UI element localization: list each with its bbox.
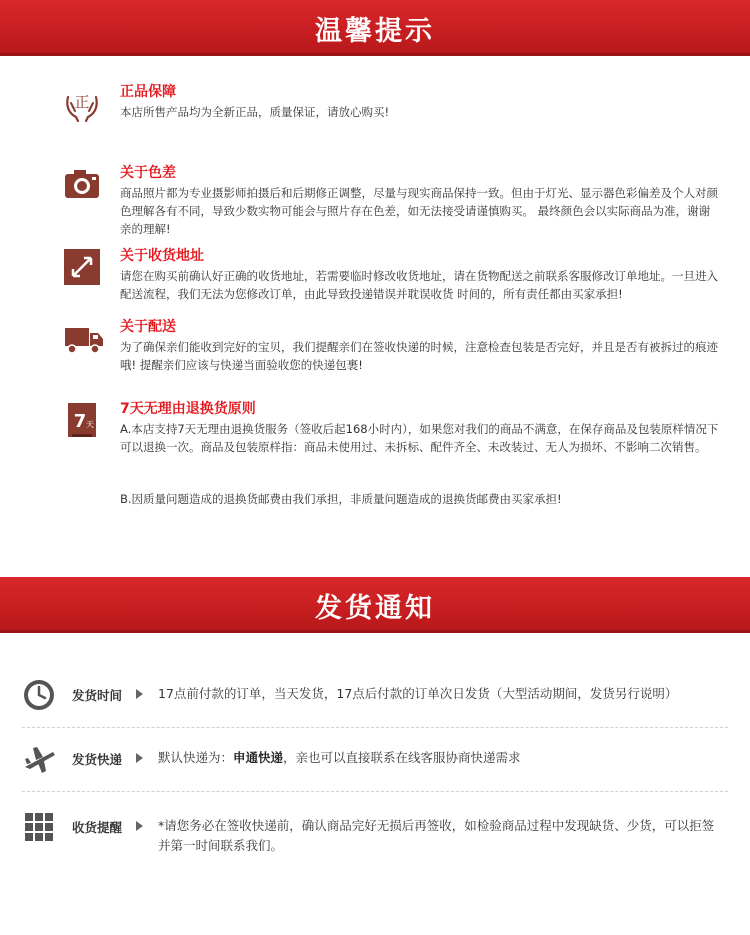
courier-name: 申通快递: [233, 750, 284, 765]
tip-body-2: B.因质量问题造成的退换货邮费由我们承担，非质量问题造成的退换货邮费由买家承担!: [120, 492, 562, 506]
camera-icon: [62, 164, 102, 204]
tip-heading: 正品保障: [120, 84, 176, 100]
delivery-truck-icon: [62, 318, 106, 358]
hands-genuine-icon: [62, 83, 102, 123]
tip-heading: 关于色差: [120, 165, 176, 181]
banner-title: 发货通知: [315, 592, 435, 624]
notice-label: 发货快递: [72, 752, 123, 767]
tip-7day-return: [62, 398, 722, 508]
divider: [22, 791, 728, 792]
arrow-right-icon: [136, 753, 143, 763]
banner-stripe: [0, 630, 750, 633]
tip-body: 商品照片都为专业摄影师拍摄后和后期修正调整，尽量与现实商品保持一致。但由于灯光、显示器色彩偏差及个人对颜色理解各有不同，导致少数实物可能会与照片存在色差，如无法接受请谨慎购买。 最终颜色会以实际商品为准，谢谢亲的理解!: [120, 186, 718, 236]
tip-icon-number: 7: [73, 411, 87, 432]
warm-tips-banner: [0, 0, 750, 56]
notice-label: 收货提醒: [72, 820, 123, 835]
airplane-icon: [22, 742, 56, 776]
tip-heading: 7天无理由退换货原则: [120, 401, 256, 417]
tip-body: 请您在购买前确认好正确的收货地址，若需要临时修改收货地址，请在货物配送之前联系客服修改订单地址。一旦进入配送流程，我们无法为您修改订单，由此导致投递错误并耽误收货 时间的，所有责任都由买家承担!: [120, 269, 718, 301]
tip-icon-char: 正: [74, 93, 90, 111]
tip-color-difference: [62, 162, 722, 234]
divider: [22, 727, 728, 728]
notice-label: 发货时间: [72, 688, 123, 703]
tip-body: A.本店支持7天无理由退换货服务（签收后起168小时内），如果您对我们的商品不满意，在保存商品及包装原样情况下可以退换一次。商品及包装原样指：商品未使用过、未拆标、配件齐全、未改装过、无人为损坏、不影响二次销售。: [120, 422, 719, 454]
tip-icon-day: 天: [86, 420, 94, 429]
tip-heading: 关于收货地址: [120, 248, 204, 264]
tip-heading: 关于配送: [120, 319, 176, 335]
notice-text: 17点前付款的订单，当天发货，17点后付款的订单次日发货（大型活动期间，发货另行说明）: [158, 686, 678, 701]
tip-address: [62, 245, 722, 305]
tip-body: 本店所售产品均为全新正品，质量保证，请放心购买!: [120, 105, 390, 119]
notice-text-post: ，亲也可以直接联系在线客服协商快递需求: [283, 750, 521, 765]
clock-icon: [22, 678, 56, 712]
shipping-notice-banner: [0, 577, 750, 633]
tip-delivery: [62, 316, 722, 376]
tip-body: 为了确保亲们能收到完好的宝贝，我们提醒亲们在签收快递的时候，注意检查包装是否完好，并且是否有被拆过的痕迹哦! 提醒亲们应该与快递当面验收您的快递包裹!: [120, 340, 718, 372]
notice-text: [158, 748, 718, 768]
notice-shipping-time: [22, 678, 730, 712]
address-arrow-icon: [62, 247, 102, 287]
banner-title: 温馨提示: [315, 15, 435, 47]
arrow-right-icon: [136, 689, 143, 699]
notice-receipt-reminder: [22, 810, 730, 854]
calendar-7-icon: [62, 400, 102, 440]
banner-stripe: [0, 53, 750, 56]
notice-text-pre: 默认快递为：: [158, 750, 234, 765]
grid-icon: [22, 810, 56, 844]
tip-genuine: [62, 81, 722, 141]
notice-text: *请您务必在签收快递前，确认商品完好无损后再签收，如检验商品过程中发现缺货、少货，可以拒签并第一时间联系我们。: [158, 818, 715, 853]
arrow-right-icon: [136, 821, 143, 831]
notice-courier: [22, 742, 730, 776]
